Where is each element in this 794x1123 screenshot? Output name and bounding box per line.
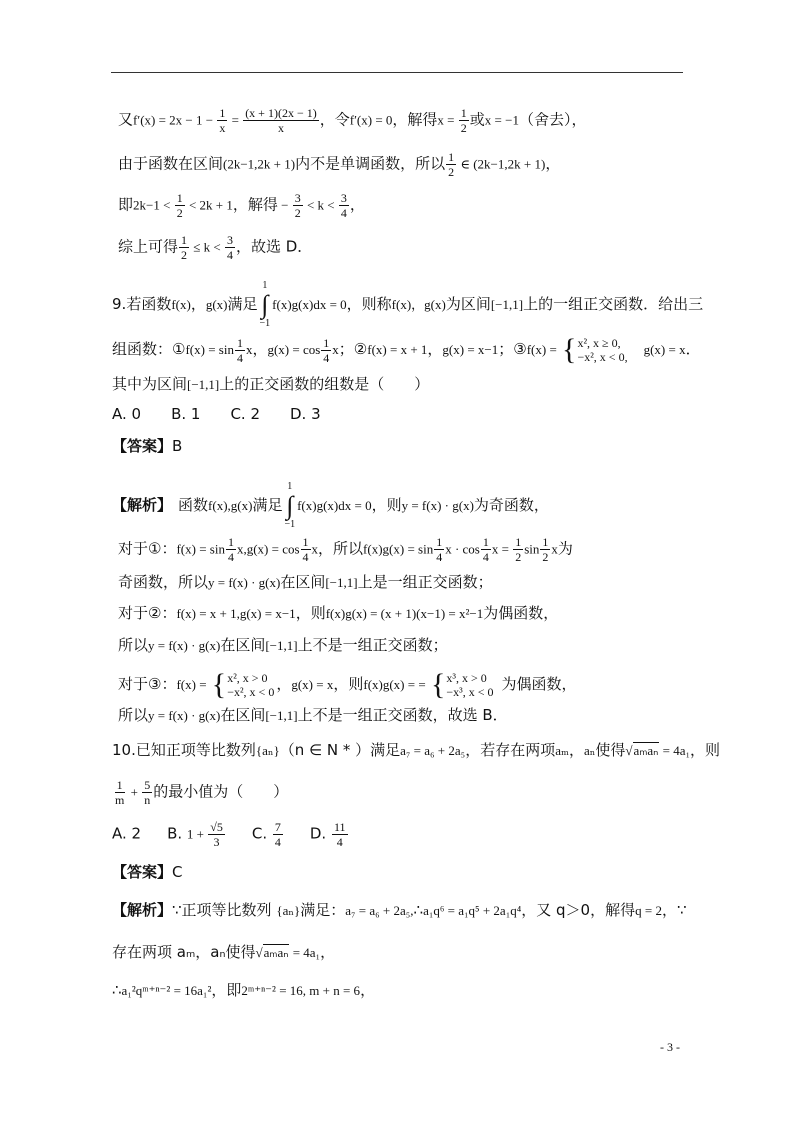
- q9-stem-line-2: 组函数：①f(x) = sin $\frac{1}{4}$ x，g(x) = cos $\frac{1}{4}$ x；②f(x) = x + 1，g(x) = x−1；③f(x) = { x², x ≥ 0, −x², x < 0, g(x) = x．: [112, 333, 701, 366]
- q9-answer: 【答案】B: [112, 437, 183, 455]
- integral: 1 ∫ −1: [259, 280, 271, 329]
- q10-options: A. 2 B. 1 + $\frac{√5}{3}$ C. $\frac{7}{4}$ D. $\frac{11}{4}$: [112, 820, 346, 849]
- header-rule: [111, 72, 683, 73]
- q9-stem-line-3: 其中为区间[−1,1]上的正交函数的组数是（ ）: [112, 375, 430, 393]
- derivative-expr: f′(x) = 2x − 1 −: [133, 112, 217, 128]
- q10-analysis-line-3: ∴a₁²qᵐ⁺ⁿ⁻² = 16a₁²，即2ᵐ⁺ⁿ⁻² = 16, m + n = 6，: [112, 981, 376, 999]
- q10-answer: 【答案】C: [112, 863, 183, 881]
- q10-analysis-line-2: 存在两项 aₘ，aₙ使得√aₘaₙ = 4a₁，: [112, 943, 336, 961]
- q10-analysis-line-1: 【解析】∵正项等比数列 {aₙ}满足：a₇ = a₆ + 2a₅,∴a₁q⁶ = a₁q⁵ + 2a₁q⁴，又 q＞0，解得q = 2，∵: [112, 901, 687, 919]
- q9-analysis-line-1: 【解析】 函数f(x),g(x)满足 1 ∫ −1 f(x)g(x)dx = 0，则y = f(x) · g(x)为奇函数，: [112, 481, 549, 530]
- q9-stem-line-1: 9.若函数f(x)，g(x)满足 1 ∫ −1 f(x)g(x)dx = 0，则称f(x)，g(x)为区间[−1,1]上的一组正交函数．给出三: [112, 280, 704, 329]
- q8-line-2: 由于函数在区间(2k−1,2k + 1)内不是单调函数，所以 $\frac{1}{2}$ ∈ (2k−1,2k + 1)，: [118, 150, 561, 179]
- q9-options: A. 0 B. 1 C. 2 D. 3: [112, 405, 321, 423]
- q9-analysis-line-7: 所以y = f(x) · g(x)在区间[−1,1]上不是一组正交函数，故选 B．: [118, 706, 508, 724]
- fraction: $\frac{(x + 1)(2x - 1)}{x}$: [245, 106, 317, 135]
- q9-analysis-line-4: 对于②：f(x) = x + 1,g(x) = x−1，则f(x)g(x) = (x + 1)(x−1) = x²−1为偶函数，: [118, 604, 559, 622]
- q9-analysis-line-2: 对于①：f(x) = sin $\frac{1}{4}$ x,g(x) = cos $\frac{1}{4}$ x，所以f(x)g(x) = sin $\frac{1}{4}$ x · cos $\frac{1}{4}$ x = $\frac{1}{2}$ sin $\frac{1}{2}$ x为: [118, 535, 573, 564]
- q9-analysis-line-5: 所以y = f(x) · g(x)在区间[−1,1]上不是一组正交函数；: [118, 636, 448, 654]
- text: 又: [118, 110, 134, 129]
- q9-analysis-line-3: 奇函数，所以y = f(x) · g(x)在区间[−1,1]上是一组正交函数；: [118, 573, 493, 591]
- q10-stem-line-2: $\frac{1}{m}$ + $\frac{5}{n}$ 的最小值为（ ）: [115, 778, 289, 807]
- q8-line-4: 综上可得 $\frac{1}{2}$ ≤ k < $\frac{3}{4}$ ，故选 D．: [118, 233, 313, 262]
- piecewise: { x², x ≥ 0, −x², x < 0,: [562, 333, 628, 366]
- q8-line-1: 又f′(x) = 2x − 1 − $\frac{1}{x}$ = $\frac{(x + 1)(2x - 1)}{x}$ ，令f′(x) = 0，解得x = $\frac{1}{2}$ 或x = −1（舍去），: [118, 106, 587, 135]
- fraction: $\frac{1}{x}$: [219, 106, 226, 135]
- page-number: - 3 -: [660, 1040, 680, 1054]
- q10-stem-line-1: 10.已知正项等比数列{aₙ}（n ∈ N * ）满足a₇ = a₆ + 2a₅，若存在两项aₘ，aₙ使得√aₘaₙ = 4a₁，则: [112, 741, 721, 759]
- fraction: $\frac{1}{2}$: [460, 106, 467, 135]
- sqrt: √aₘaₙ: [625, 743, 659, 758]
- fraction: $\frac{1}{2}$: [448, 150, 455, 179]
- q8-line-3: 即2k−1 < $\frac{1}{2}$ < 2k + 1，解得 − $\frac{3}{2}$ < k < $\frac{3}{4}$ ，: [118, 191, 365, 220]
- q9-analysis-line-6: 对于③：f(x) = { x², x > 0 −x², x < 0 ，g(x) = x，则f(x)g(x) = = { x³, x > 0 −x³, x < 0 为偶函数，: [118, 668, 577, 701]
